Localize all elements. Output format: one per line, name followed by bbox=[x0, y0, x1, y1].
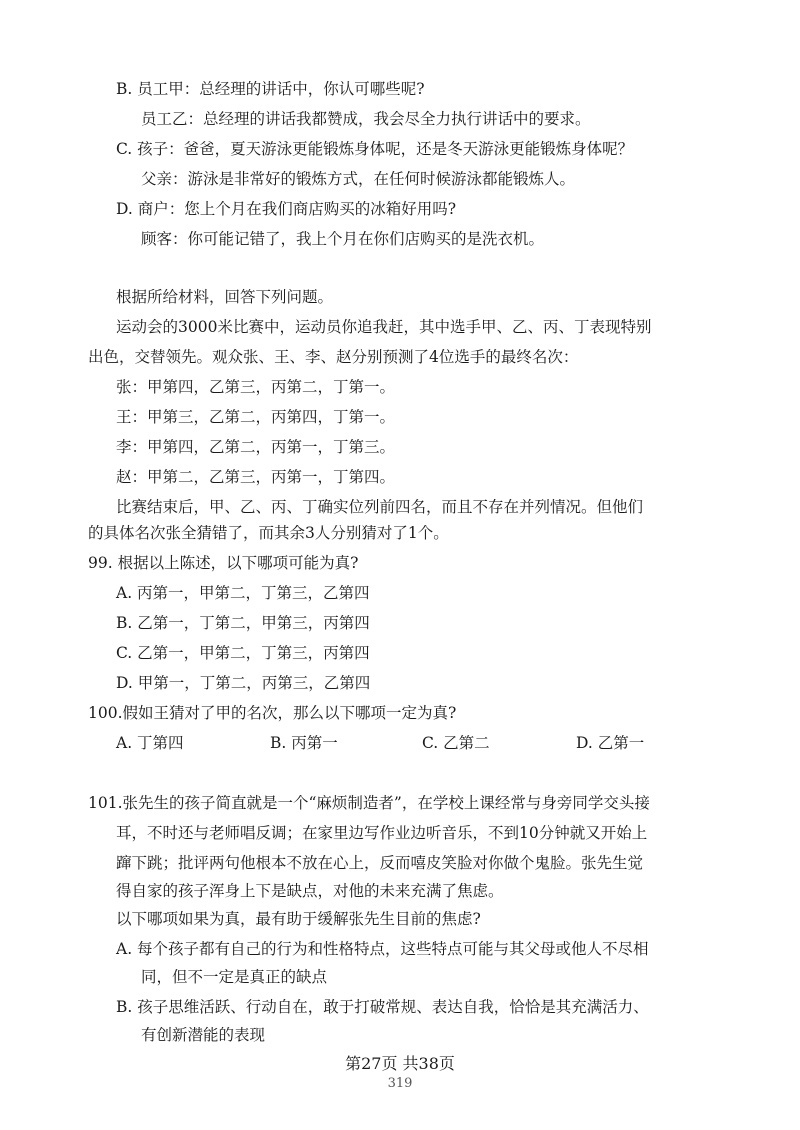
option-b-speaker1: B. 员工甲：总经理的讲话中，你认可哪些呢? bbox=[116, 80, 425, 98]
question-101-option-a-line-1: A. 每个孩子都有自己的行为和性格特点，这些特点可能与其父母或他人不尽相 bbox=[116, 940, 649, 958]
question-101-line-1: 101.张先生的孩子简直就是一个“麻烦制造者”，在学校上课经常与身旁同学交头接 bbox=[88, 794, 650, 812]
question-100-option-a: A. 丁第四 bbox=[116, 734, 184, 752]
question-99-option-b: B. 乙第一，丁第二，甲第三，丙第四 bbox=[116, 614, 370, 632]
material-paragraph-2-line-1: 比赛结束后，甲、乙、丙、丁确实位列前四名，而且不存在并列情况。但他们 bbox=[116, 498, 644, 516]
question-101-line-4: 得自家的孩子浑身上下是缺点，对他的未来充满了焦虑。 bbox=[116, 882, 504, 900]
question-100-stem: 100.假如王猜对了甲的名次，那么以下哪项一定为真? bbox=[88, 704, 457, 722]
material-paragraph-1-line-2: 出色，交替领先。观众张、王、李、赵分别预测了4位选手的最终名次： bbox=[88, 348, 579, 366]
prediction-zhao: 赵：甲第二，乙第三，丙第一，丁第四。 bbox=[116, 468, 396, 486]
option-c-speaker2: 父亲：游泳是非常好的锻炼方式，在任何时候游泳都能锻炼人。 bbox=[141, 170, 576, 188]
question-101-line-3: 蹿下跳；批评两句他根本不放在心上，反而嘻皮笑脸对你做个鬼脸。张先生觉 bbox=[116, 854, 644, 872]
prediction-li: 李：甲第四，乙第二，丙第一，丁第三。 bbox=[116, 438, 396, 456]
page-number: 319 bbox=[387, 1076, 413, 1091]
question-100-option-c: C. 乙第二 bbox=[422, 734, 490, 752]
material-instruction: 根据所给材料，回答下列问题。 bbox=[116, 288, 334, 306]
question-100-option-d: D. 乙第一 bbox=[576, 734, 645, 752]
prediction-wang: 王：甲第三，乙第二，丙第四，丁第一。 bbox=[116, 408, 396, 426]
question-101-question: 以下哪项如果为真，最有助于缓解张先生目前的焦虑? bbox=[116, 910, 481, 928]
option-c-speaker1: C. 孩子：爸爸，夏天游泳更能锻炼身体呢，还是冬天游泳更能锻炼身体呢？ bbox=[116, 140, 634, 158]
question-99-option-c: C. 乙第一，甲第二，丁第三，丙第四 bbox=[116, 644, 370, 662]
material-paragraph-1-line-1: 运动会的3000米比赛中，运动员你追我赶，其中选手甲、乙、丙、丁表现特别 bbox=[116, 318, 652, 336]
question-101-option-a-line-2: 同，但不一定是真正的缺点 bbox=[141, 968, 328, 986]
question-99-option-a: A. 丙第一，甲第二，丁第三，乙第四 bbox=[116, 584, 370, 602]
option-d-speaker2: 顾客：你可能记错了，我上个月在你们店购买的是洗衣机。 bbox=[141, 230, 545, 248]
question-100-option-b: B. 丙第一 bbox=[270, 734, 338, 752]
option-d-speaker1: D. 商户：您上个月在我们商店购买的冰箱好用吗? bbox=[116, 200, 457, 218]
page-label: 第27页 共38页 bbox=[345, 1054, 455, 1073]
question-101-line-2: 耳，不时还与老师唱反调；在家里边写作业边听音乐，不到10分钟就又开始上 bbox=[116, 824, 648, 842]
question-100-options bbox=[116, 732, 696, 754]
material-paragraph-2-line-2: 的具体名次张全猜错了，而其余3人分别猜对了1个。 bbox=[88, 524, 449, 542]
question-101-option-b-line-1: B. 孩子思维活跃、行动自在，敢于打破常规、表达自我，恰恰是其充满活力、 bbox=[116, 998, 649, 1016]
question-101-option-b-line-2: 有创新潜能的表现 bbox=[141, 1026, 266, 1044]
prediction-zhang: 张：甲第四，乙第三，丙第二，丁第一。 bbox=[116, 378, 396, 396]
question-99-option-d: D. 甲第一，丁第二，丙第三，乙第四 bbox=[116, 674, 371, 692]
option-b-speaker2: 员工乙：总经理的讲话我都赞成，我会尽全力执行讲话中的要求。 bbox=[141, 110, 591, 128]
question-99-stem: 99. 根据以上陈述，以下哪项可能为真? bbox=[88, 554, 359, 572]
